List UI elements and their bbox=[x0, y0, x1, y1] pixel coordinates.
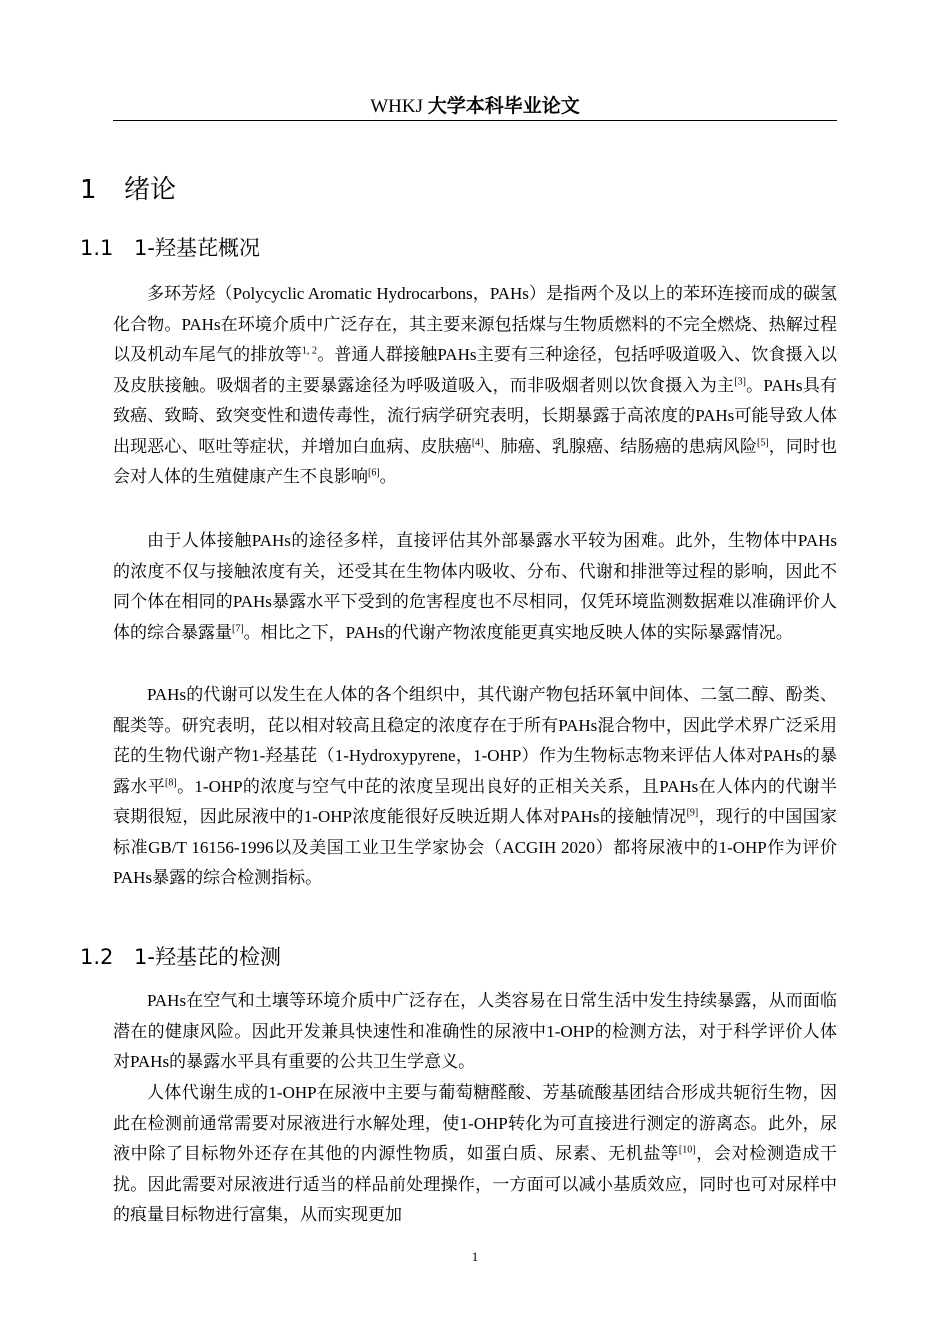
paragraph-text: 由于人体接触PAHs的途径多样，直接评估其外部暴露水平较为困难。此外，生物体中PAHs的浓度不仅与接触浓度有关，还受其在生物体内吸收、分布、代谢和排泄等过程的影响，因此不同个体在相同的PAHs暴露水平下受到的危害程度也不尽相同，仅凭环境监测数据难以准确评价人体的综合暴露量 bbox=[113, 531, 837, 642]
paragraph bbox=[113, 986, 837, 1078]
paragraph-text: 人体代谢生成的1-OHP在尿液中主要与葡萄糖醛酸、芳基硫酸基团结合形成共轭衍生物，因此在检测前通常需要对尿液进行水解处理，使1-OHP转化为可直接进行测定的游离态。此外，尿液中除了目标物外还存在其他的内源性物质，如蛋白质、尿素、无机盐等 bbox=[113, 1083, 837, 1163]
running-header bbox=[113, 94, 837, 121]
citation-ref: [5] bbox=[756, 436, 769, 448]
citation-ref: [9] bbox=[686, 807, 699, 819]
paragraph-text: 。 bbox=[379, 467, 397, 486]
paragraph bbox=[113, 1078, 837, 1231]
section-number: 1.2 bbox=[80, 945, 114, 969]
paragraph bbox=[113, 526, 837, 648]
paragraph-text: ，现行的中国国家标准GB/T 16156-1996以及美国工业卫生学家协会（ACGIH 2020）都将尿液中的1-OHP作为评价PAHs暴露的综合检测指标。 bbox=[113, 807, 838, 887]
section-number: 1.1 bbox=[80, 236, 114, 260]
paragraph-text: 。PAHs具有致癌、致畸、致突变性和遗传毒性，流行病学研究表明，长期暴露于高浓度的PAHs可能导致人体出现恶心、呕吐等症状，并增加白血病、皮肤癌 bbox=[113, 375, 837, 456]
section-title-text: 1-羟基芘的检测 bbox=[134, 945, 281, 969]
chapter-title bbox=[80, 172, 176, 208]
header-cjk: 大学本科毕业论文 bbox=[427, 95, 580, 117]
citation-ref: [4] bbox=[471, 436, 484, 448]
paragraph-text: ，同时也会对人体的生殖健康产生不良影响 bbox=[113, 436, 838, 486]
page-number: 1 bbox=[471, 1249, 479, 1264]
paragraph-text: 。1-OHP的浓度与空气中芘的浓度呈现出良好的正相关关系，且PAHs在人体内的代谢半衰期很短，因此尿液中的1-OHP浓度能很好反映近期人体对PAHs的接触情况 bbox=[113, 776, 838, 826]
chapter-number: 1 bbox=[80, 175, 97, 205]
paragraph bbox=[113, 279, 837, 493]
citation-ref: [8] bbox=[165, 776, 177, 788]
paragraph-text: 。相比之下，PAHs的代谢产物浓度能更真实地反映人体的实际暴露情况。 bbox=[243, 622, 793, 642]
citation-ref: 1, 2 bbox=[301, 345, 318, 357]
paragraph-text: 。普通人群接触PAHs主要有三种途径，包括呼吸道吸入、饮食摄入以及皮肤接触。吸烟者的主要暴露途径为呼吸道吸入，而非吸烟者则以饮食摄入为主 bbox=[113, 345, 838, 395]
paragraph-text: 多环芳烃（Polycyclic Aromatic Hydrocarbons，PAHs）是指两个及以上的苯环连接而成的碳氢化合物。PAHs在环境介质中广泛存在，其主要来源包括煤与生物质燃料的不完全燃烧、热解过程以及机动车尾气的排放等 bbox=[113, 284, 837, 364]
paragraph-text: 、肺癌、乳腺癌、结肠癌的患病风险 bbox=[483, 436, 757, 456]
section-title-1-2 bbox=[80, 942, 281, 972]
header-latin: WHKJ bbox=[370, 96, 428, 117]
citation-ref: [3] bbox=[734, 375, 746, 387]
citation-ref: [10] bbox=[678, 1144, 696, 1156]
paragraph-text: PAHs的代谢可以发生在人体的各个组织中，其代谢产物包括环氧中间体、二氢二醇、酚类、醌类等。研究表明，芘以相对较高且稳定的浓度存在于所有PAHs混合物中，因此学术界广泛采用芘的生物代谢产物1-羟基芘（1-Hydroxypyrene，1-OHP）作为生物标志物来评估人体对PAHs的暴露水平 bbox=[113, 685, 837, 796]
paragraph-text: PAHs在空气和土壤等环境介质中广泛存在，人类容易在日常生活中发生持续暴露，从而面临潜在的健康风险。因此开发兼具快速性和准确性的尿液中1-OHP的检测方法，对于科学评价人体对PAHs的暴露水平具有重要的公共卫生学意义。 bbox=[113, 991, 837, 1071]
paragraph-text: ，会对检测造成干扰。因此需要对尿液进行适当的样品前处理操作，一方面可以减小基质效应，同时也可对尿样中的痕量目标物进行富集，从而实现更加 bbox=[113, 1144, 838, 1224]
citation-ref: [6] bbox=[368, 467, 380, 479]
paragraph bbox=[113, 680, 837, 894]
chapter-title-text: 绪论 bbox=[124, 175, 177, 205]
section-title-1-1 bbox=[80, 233, 260, 263]
citation-ref: [7] bbox=[232, 622, 244, 634]
section-title-text: 1-羟基芘概况 bbox=[134, 236, 260, 260]
